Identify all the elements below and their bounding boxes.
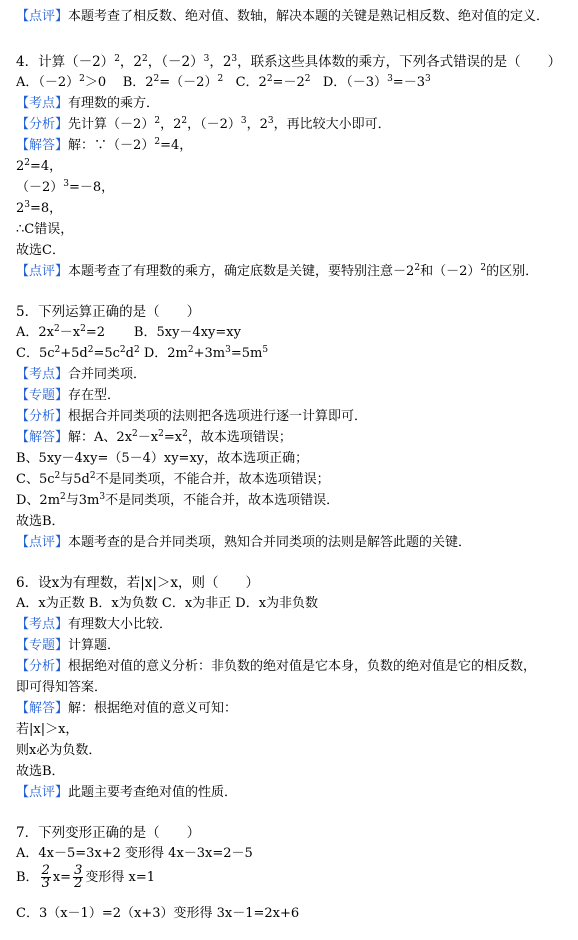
q6-step-2: 则x必为负数． [16, 743, 102, 758]
q4-analysis-line: 【分析】先计算$(-2)^2$，$2^2$，$(-2)^3$，$2^3$，再比较大小即可． [16, 116, 391, 132]
q5-title: 5．下列运算正确的是（ ） [16, 304, 201, 320]
q4-step-3: $2^3=8$， [16, 200, 63, 216]
q6-comment-line: 【点评】此题主要考查绝对值的性质． [16, 785, 238, 800]
q4-solution-line: 【解答】解：$\because(-2)^2=4$， [16, 137, 193, 153]
q5-topic-line: 【专题】存在型． [16, 388, 121, 403]
q5-solution-line: 【解答】解：A、$2x^2-x^2=x^2$，故本选项错误； [16, 429, 292, 445]
q4-step-5: 故选C． [16, 243, 65, 258]
q5-analysis-line: 【分析】根据合并同类项的法则把各选项进行逐一计算即可． [16, 409, 368, 424]
q5-options-cd: C．$5c^2+5d^2=5c^2d^2$ D．$2m^2+3m^3=5m^5$ [16, 345, 269, 361]
q6-title: 6．设x为有理数，若|x|＞x，则（ ） [16, 575, 260, 591]
fraction-two-thirds: $\frac{2}{3}$ [41, 863, 50, 891]
q4-step-2: $(-2)^3=-8$， [16, 179, 115, 195]
q4-title: 4．计算$(-2)^2$，$2^2$，$(-2)^3$，$2^3$，联系这些具体数的乘方，下列各式错误的是（ ） [16, 54, 562, 70]
q4-step-1: $2^2=4$， [16, 158, 63, 174]
q5-step-end: 故选B． [16, 514, 65, 529]
top-comment-line [16, 9, 549, 25]
q6-point-line: 【考点】有理数大小比较． [16, 617, 173, 632]
q6-analysis-line-2: 即可得知答案． [16, 680, 108, 695]
q4-comment-line: 【点评】本题考查了有理数的乘方，确定底数是关键，要特别注意$-2^2$和$(-2)^2$的区别． [16, 263, 539, 279]
q4-point-line: 【考点】有理数的乘方． [16, 96, 160, 111]
q7-option-b: B． $\frac{2}{3}$ x= $\frac{3}{2}$ 变形得 x=1 [16, 863, 155, 891]
comment-tag: 【点评】 [16, 9, 69, 24]
q5-step-d: D、$2m^2$与$3m^3$不是同类项，不能合并，故本选项错误． [16, 492, 340, 508]
q6-options: A．x为正数 B．x为负数 C．x为非正 D．x为非负数 [16, 596, 319, 611]
q5-point-line: 【考点】合并同类项． [16, 367, 147, 382]
q7-option-a: A．4x－5=3x+2 变形得 4x－3x=2－5 [16, 846, 253, 861]
q5-step-b: B、5xy－4xy=（5－4）xy=xy，故本选项正确； [16, 451, 309, 466]
q6-analysis-line: 【分析】根据绝对值的意义分析：非负数的绝对值是它本身，负数的绝对值是它的相反数， [16, 659, 537, 674]
q4-options: A．$(-2)^2>0$ B．$2^2=(-2)^2$ C．$2^2=-2^2$ D．$(-3)^3=-3^3$ [16, 74, 431, 90]
q6-topic-line: 【专题】计算题． [16, 638, 121, 653]
comment-text: 本题考查了相反数、绝对值、数轴，解决本题的关键是熟记相反数、绝对值的定义． [68, 9, 550, 24]
q5-comment-line: 【点评】本题考查的是合并同类项，熟知合并同类项的法则是解答此题的关键． [16, 535, 472, 550]
q5-options-ab: A．$2x^2-x^2=2$ B．5xy－4xy=xy [16, 324, 241, 340]
q6-step-1: 若|x|＞x， [16, 722, 79, 737]
q5-step-c: C、$5c^2$与$5d^2$不是同类项，不能合并，故本选项错误； [16, 471, 330, 487]
q7-option-c: C．3（x－1）=2（x+3）变形得 3x－1=2x+6 [16, 906, 300, 921]
q7-title: 7．下列变形正确的是（ ） [16, 825, 201, 841]
fraction-three-halves: $\frac{3}{2}$ [74, 863, 83, 891]
q6-solution-line: 【解答】解：根据绝对值的意义可知： [16, 701, 238, 716]
q4-step-4: ∴C错误， [16, 222, 74, 237]
q6-step-3: 故选B． [16, 764, 65, 779]
